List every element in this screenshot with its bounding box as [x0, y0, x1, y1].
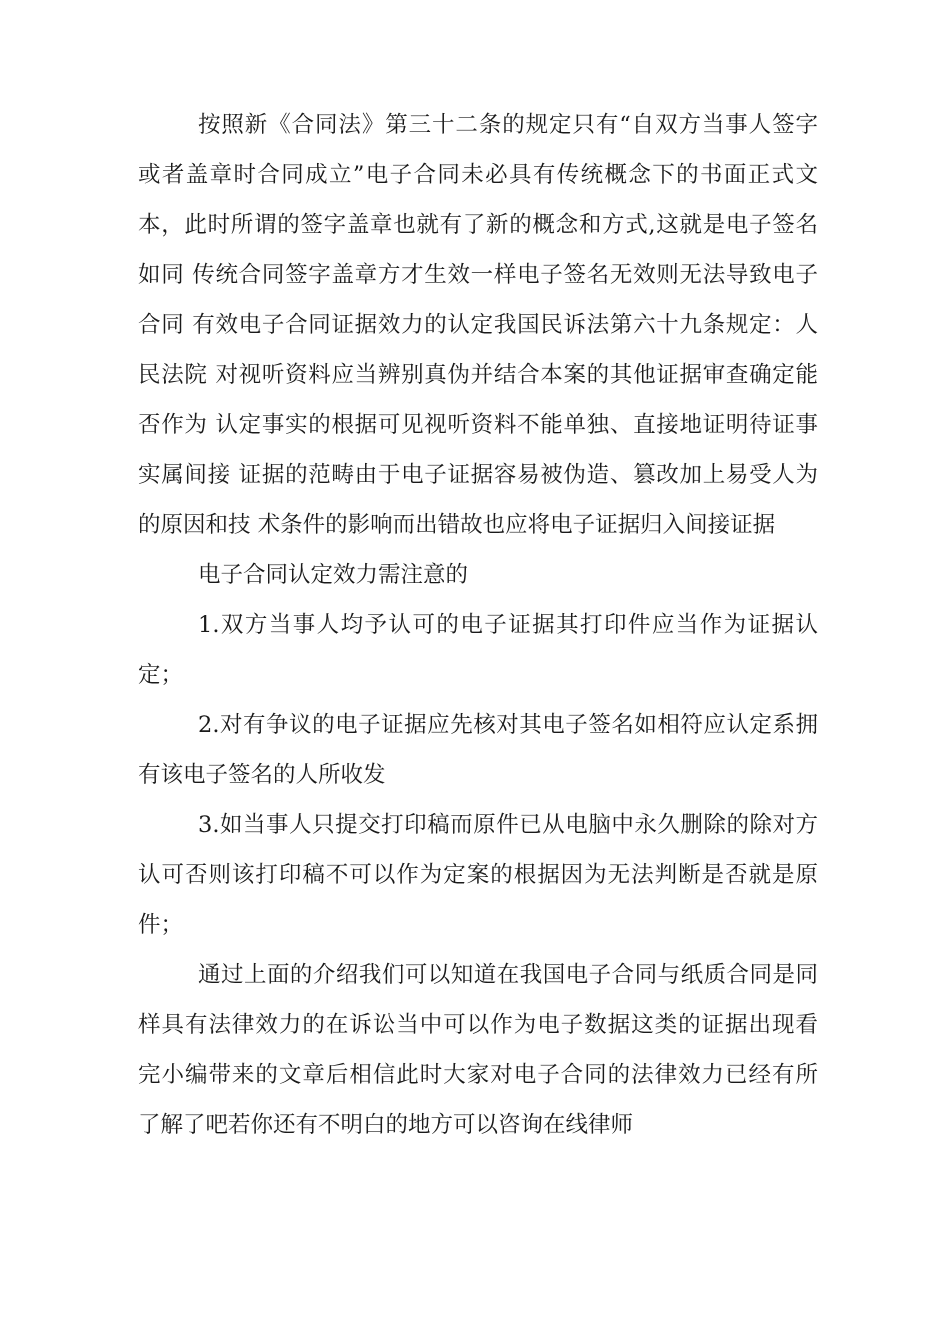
text-line: 否作为 认定事实的根据可见视听资料不能单独、直接地证明待证事 — [138, 412, 818, 438]
text-line: 了解了吧若你还有不明白的地方可以咨询在线律师 — [138, 1112, 634, 1138]
text-line: 通过上面的介绍我们可以知道在我国电子合同与纸质合同是同 — [198, 962, 818, 988]
paragraph-item-2 — [138, 700, 818, 800]
text-line: 如同 传统合同签字盖章方才生效一样电子签名无效则无法导致电子 — [138, 262, 818, 288]
paragraph-item-1 — [138, 600, 818, 700]
text-line: 按照新《合同法》第三十二条的规定只有“自双方当事人签字 — [198, 112, 818, 138]
text-line: 3.如当事人只提交打印稿而原件已从电脑中永久删除的除对方 — [198, 812, 818, 838]
paragraph-item-3 — [138, 800, 818, 950]
text-line: 定； — [138, 662, 184, 688]
text-line: 完小编带来的文章后相信此时大家对电子合同的法律效力已经有所 — [138, 1062, 818, 1088]
text-line: 有该电子签名的人所收发 — [138, 762, 386, 788]
text-line: 电子合同认定效力需注意的 — [198, 562, 469, 588]
text-line: 的原因和技 术条件的影响而出错故也应将电子证据归入间接证据 — [138, 512, 776, 538]
paragraph-section-heading — [138, 550, 818, 600]
text-line: 样具有法律效力的在诉讼当中可以作为电子数据这类的证据出现看 — [138, 1012, 818, 1038]
text-line: 2.对有争议的电子证据应先核对其电子签名如相符应认定系拥 — [198, 712, 818, 738]
text-line: 民法院 对视听资料应当辨别真伪并结合本案的其他证据审查确定能 — [138, 362, 818, 388]
text-line: 或者盖章时合同成立”电子合同未必具有传统概念下的书面正式文 — [138, 162, 818, 188]
text-line: 认可否则该打印稿不可以作为定案的根据因为无法判断是否就是原 — [138, 862, 818, 888]
document-body — [138, 100, 818, 1150]
text-line: 1.双方当事人均予认可的电子证据其打印件应当作为证据认 — [198, 612, 818, 638]
text-line: 合同 有效电子合同证据效力的认定我国民诉法第六十九条规定：人 — [138, 312, 818, 338]
paragraph-contract-law-article — [138, 100, 818, 550]
text-line: 本，此时所谓的签字盖章也就有了新的概念和方式,这就是电子签名 — [138, 212, 818, 238]
paragraph-conclusion — [138, 950, 818, 1150]
text-line: 实属间接 证据的范畴由于电子证据容易被伪造、篡改加上易受人为 — [138, 462, 818, 488]
text-line: 件； — [138, 912, 184, 938]
